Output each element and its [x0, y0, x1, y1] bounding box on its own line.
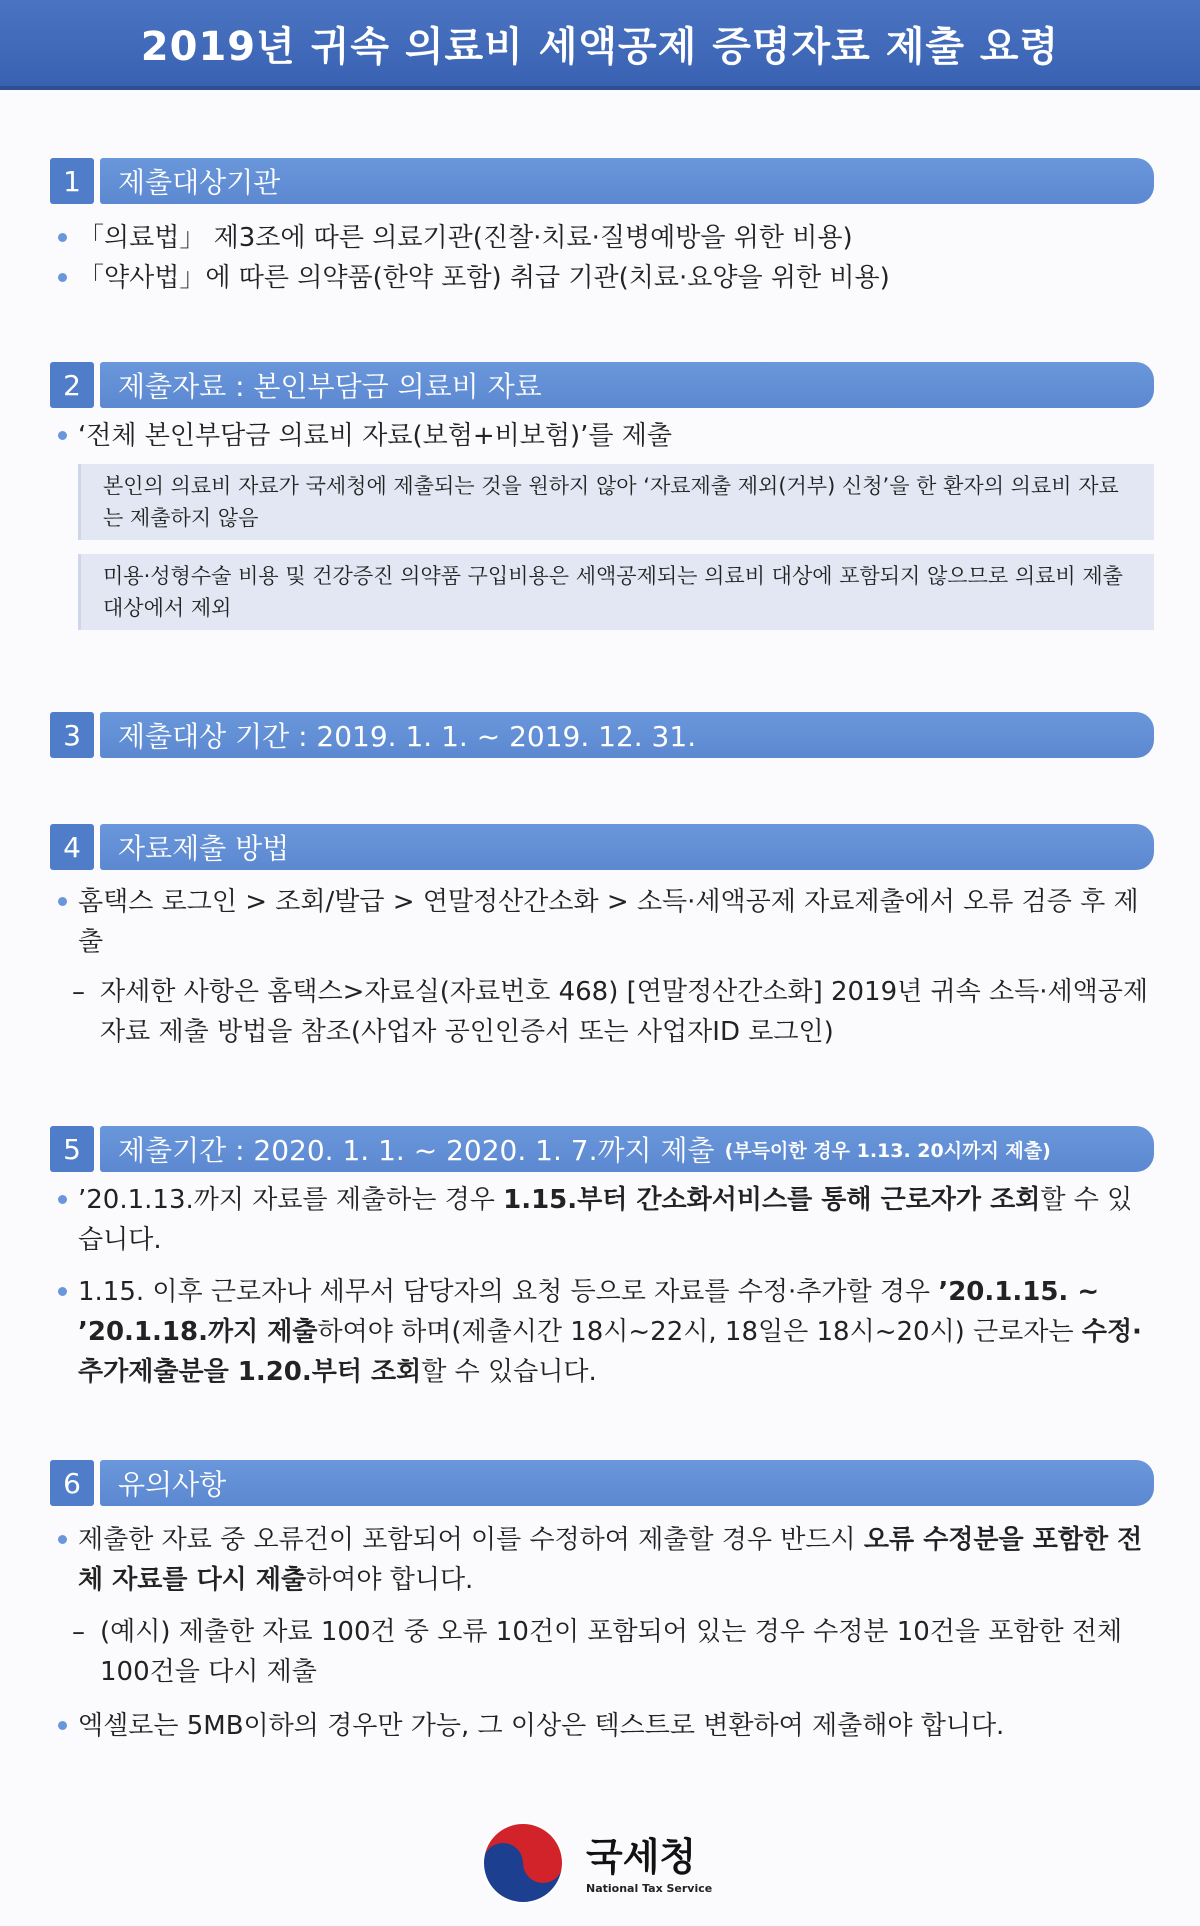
section-header	[50, 824, 1154, 870]
text-span: 하여야 하며(제출시간 18시~22시, 18일은 18시~20시) 근로자는	[317, 1317, 1082, 1347]
bullet-item	[50, 1520, 1154, 1600]
section-title: 제출대상기관	[100, 158, 1154, 204]
logo-name: 국세청	[586, 1835, 697, 1879]
section-1	[50, 158, 1154, 298]
section-title-note: (부득이한 경우 1.13. 20시까지 제출)	[724, 1139, 1051, 1162]
bold-span: ’20.1.15. ~ ’20.1.18.까지 제출	[78, 1277, 1100, 1347]
section-header	[50, 158, 1154, 204]
bold-span: 1.15.부터 간소화서비스를 통해 근로자가 조회	[503, 1185, 1041, 1215]
bold-span: 오류 수정분을 포함한 전체 자료를 다시 제출	[78, 1525, 1143, 1595]
section-4	[50, 824, 1154, 1052]
section-title: 자료제출 방법	[100, 824, 1154, 870]
section-3	[50, 712, 1154, 758]
bullet-item: ‘전체 본인부담금 의료비 자료(보험+비보험)’를 제출	[50, 416, 1154, 456]
note-box: 미용·성형수술 비용 및 건강증진 의약품 구입비용은 세액공제되는 의료비 대상에 포함되지 않으므로 의료비 제출대상에서 제외	[78, 554, 1154, 630]
bullet-item: 홈택스 로그인 > 조회/발급 > 연말정산간소화 > 소득·세액공제 자료제출에서 오류 검증 후 제출	[50, 882, 1154, 962]
text-span: 하여야 합니다.	[306, 1565, 474, 1595]
section-title: 유의사항	[100, 1460, 1154, 1506]
section-number: 4	[50, 824, 94, 870]
section-title: 제출자료 : 본인부담금 의료비 자료	[100, 362, 1154, 408]
section-title	[100, 1126, 1154, 1172]
section-number: 2	[50, 362, 94, 408]
nts-logo	[478, 1818, 738, 1908]
page-title: 2019년 귀속 의료비 세액공제 증명자료 제출 요령	[140, 23, 1060, 70]
text-span: 1.15. 이후 근로자나 세무서 담당자의 요청 등으로 자료를 수정·추가할 경우	[78, 1277, 939, 1307]
note-box: 본인의 의료비 자료가 국세청에 제출되는 것을 원하지 않아 ‘자료제출 제외(거부) 신청’을 한 환자의 의료비 자료는 제출하지 않음	[78, 464, 1154, 540]
title-bar	[0, 0, 1200, 90]
dash-item: – (예시) 제출한 자료 100건 중 오류 10건이 포함되어 있는 경우 수정분 10건을 포함한 전체 100건을 다시 제출	[50, 1612, 1154, 1692]
bullet-item	[50, 1272, 1154, 1392]
text-span: 할 수 있습니다.	[421, 1357, 597, 1387]
bullet-item: 「의료법」 제3조에 따른 의료기관(진찰·치료·질병예방을 위한 비용)	[50, 218, 1154, 258]
text-span: 제출한 자료 중 오류건이 포함되어 이를 수정하여 제출할 경우 반드시	[78, 1525, 864, 1555]
section-header	[50, 1460, 1154, 1506]
bold-span: 수정·추가제출분을 1.20.부터 조회	[78, 1317, 1142, 1387]
text-span: ’20.1.13.까지 자료를 제출하는 경우	[78, 1185, 504, 1215]
bullet-item: 엑셀로는 5MB이하의 경우만 가능, 그 이상은 텍스트로 변환하여 제출해야 합니다.	[50, 1706, 1154, 1746]
section-number: 1	[50, 158, 94, 204]
logo-subtitle: National Tax Service	[586, 1882, 713, 1895]
taeguk-emblem-icon	[478, 1818, 568, 1908]
section-5	[50, 1126, 1154, 1392]
text-span: 할 수 있습니다.	[78, 1185, 1133, 1255]
section-header	[50, 1126, 1154, 1172]
section-6	[50, 1460, 1154, 1746]
bullet-item	[50, 1180, 1154, 1260]
section-number: 3	[50, 712, 94, 758]
bullet-item: 「약사법」에 따른 의약품(한약 포함) 취급 기관(치료·요양을 위한 비용)	[50, 258, 1154, 298]
section-header	[50, 712, 1154, 758]
dash-item: – 자세한 사항은 홈택스>자료실(자료번호 468) [연말정산간소화] 2019년 귀속 소득·세액공제자료 제출 방법을 참조(사업자 공인인증서 또는 사업자ID 로그인)	[50, 972, 1154, 1052]
section-number: 6	[50, 1460, 94, 1506]
section-header	[50, 362, 1154, 408]
section-title-text: 제출기간 : 2020. 1. 1. ~ 2020. 1. 7.까지 제출	[118, 1134, 715, 1167]
section-number: 5	[50, 1126, 94, 1172]
section-title: 제출대상 기간 : 2019. 1. 1. ~ 2019. 12. 31.	[100, 712, 1154, 758]
section-2	[50, 362, 1154, 630]
